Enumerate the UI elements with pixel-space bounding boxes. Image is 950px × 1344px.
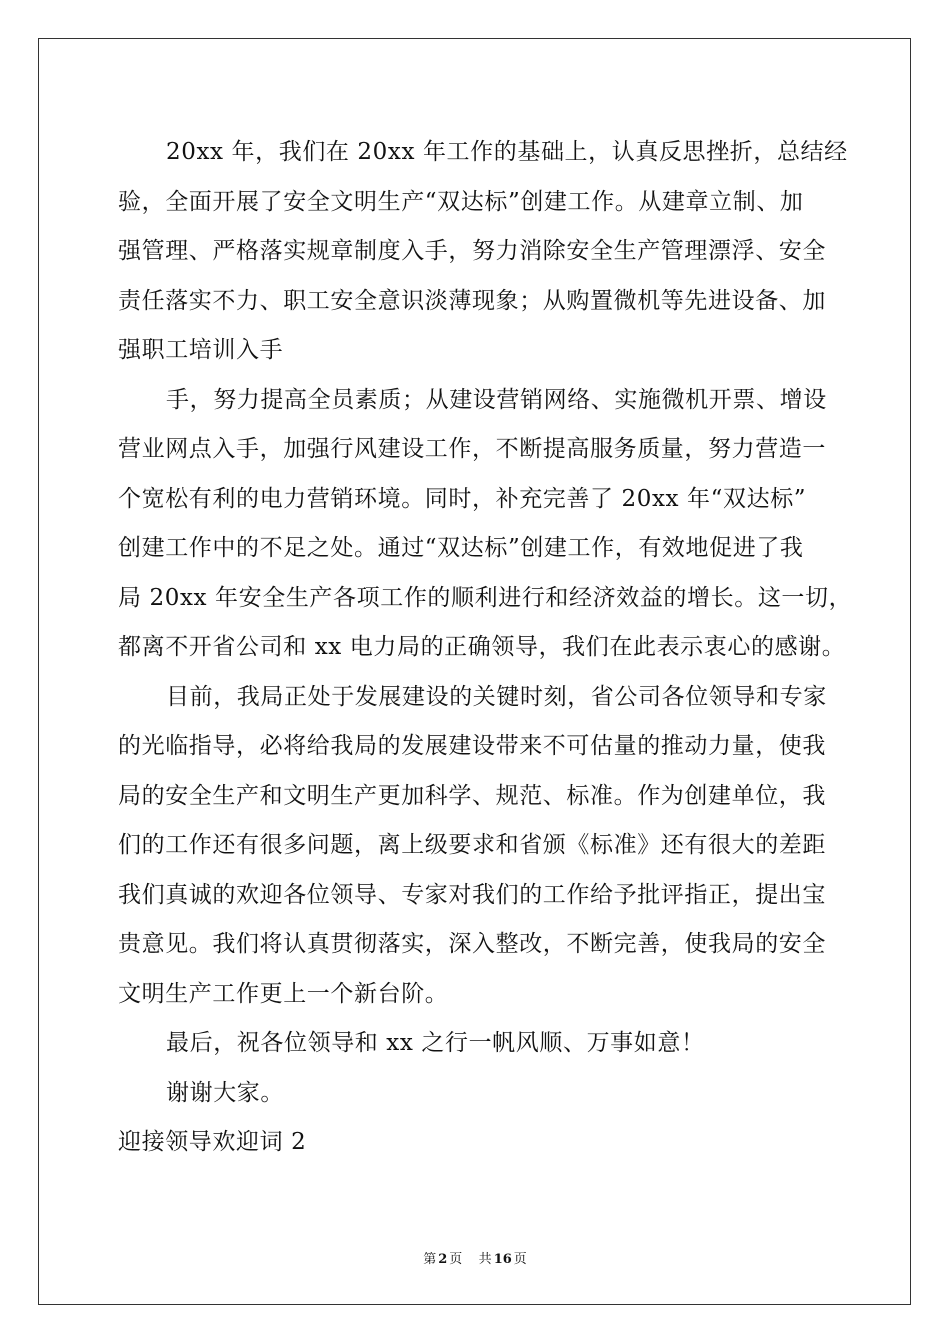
page-unit: 页 bbox=[449, 1252, 463, 1267]
paragraph-line: 文明生产工作更上一个新台阶。 bbox=[118, 980, 449, 1007]
paragraph-line: 强管理、严格落实规章制度入手，努力消除安全生产管理漂浮、安全 bbox=[118, 238, 826, 264]
page-prefix: 第 bbox=[423, 1252, 437, 1267]
paragraph-line: 贵意见。我们将认真贯彻落实，深入整改，不断完善，使我局的安全 bbox=[118, 931, 826, 957]
paragraph-line: 营业网点入手，加强行风建设工作，不断提高服务质量，努力营造一 bbox=[118, 436, 826, 462]
paragraph-line: 目前，我局正处于发展建设的关键时刻，省公司各位领导和专家 bbox=[166, 683, 827, 710]
paragraph-line: 20xx 年，我们在 20xx 年工作的基础上，认真反思挫折，总结经 bbox=[166, 139, 848, 165]
current-page-number: 2 bbox=[438, 1252, 448, 1267]
paragraph-line: 们的工作还有很多问题，离上级要求和省颁《标准》还有很大的差距 bbox=[118, 832, 826, 858]
paragraph-line: 强职工培训入手 bbox=[118, 337, 284, 363]
paragraph-line: 局 20xx 年安全生产各项工作的顺利进行和经济效益的增长。这一切， bbox=[118, 584, 853, 611]
section-heading: 迎接领导欢迎词 2 bbox=[118, 1129, 307, 1155]
paragraph-line: 的光临指导，必将给我局的发展建设带来不可估量的推动力量，使我 bbox=[118, 733, 826, 759]
total-prefix: 共 bbox=[478, 1252, 492, 1267]
paragraph-line: 我们真诚的欢迎各位领导、专家对我们的工作给予批评指正，提出宝 bbox=[118, 881, 826, 908]
paragraph-line: 手，努力提高全员素质；从建设营销网络、实施微机开票、增设 bbox=[166, 386, 827, 413]
total-unit: 页 bbox=[513, 1252, 527, 1267]
paragraph-line: 责任落实不力、职工安全意识淡薄现象；从购置微机等先进设备、加 bbox=[118, 287, 826, 314]
total-page-count: 16 bbox=[493, 1252, 512, 1267]
page-footer bbox=[0, 1248, 950, 1267]
document-body bbox=[118, 128, 853, 1168]
paragraph-line: 局的安全生产和文明生产更加科学、规范、标准。作为创建单位，我 bbox=[118, 782, 826, 809]
paragraph-line: 都离不开省公司和 xx 电力局的正确领导，我们在此表示衷心的感谢。 bbox=[118, 634, 846, 660]
paragraph-line: 最后，祝各位领导和 xx 之行一帆风顺、万事如意！ bbox=[166, 1030, 705, 1056]
paragraph-line: 验，全面开展了安全文明生产“双达标”创建工作。从建章立制、加 bbox=[118, 188, 804, 215]
paragraph-line: 创建工作中的不足之处。通过“双达标”创建工作，有效地促进了我 bbox=[118, 535, 804, 561]
paragraph-line: 个宽松有利的电力营销环境。同时，补充完善了 20xx 年“双达标” bbox=[118, 485, 807, 512]
paragraph-line: 谢谢大家。 bbox=[166, 1079, 284, 1106]
